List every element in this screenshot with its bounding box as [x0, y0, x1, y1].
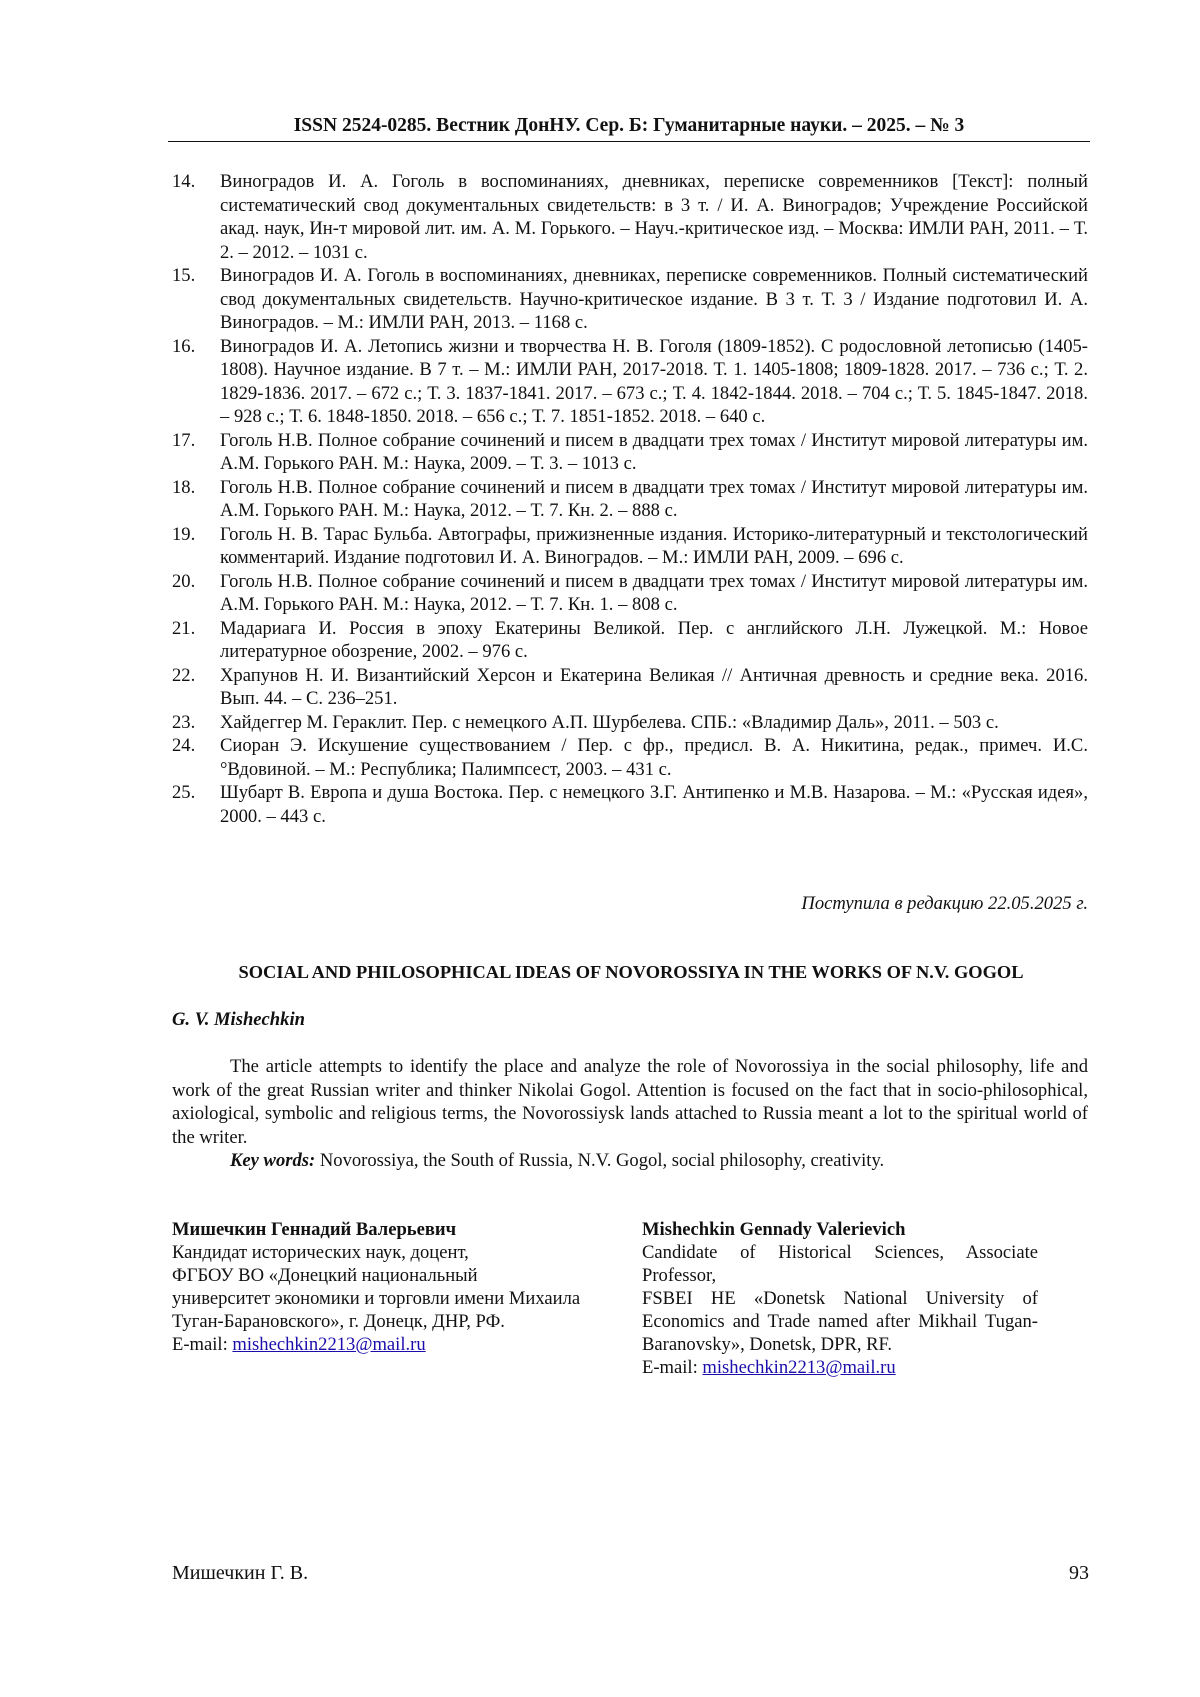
reference-number: 19. — [172, 523, 196, 545]
reference-number: 18. — [172, 476, 196, 498]
received-date-note: Поступила в редакцию 22.05.2025 г. — [801, 893, 1088, 914]
reference-text: Храпунов Н. И. Византийский Херсон и Екатерина Великая // Античная древность и средние века. 2016. Вып. 44. – С. 236–251. — [220, 664, 1088, 709]
author-name-ru: Мишечкин Геннадий Валерьевич — [172, 1219, 457, 1240]
reference-item — [172, 711, 1088, 735]
reference-text: Хайдеггер М. Гераклит. Пер. с немецкого А.П. Шурбелева. СПБ.: «Владимир Даль», 2011. – 503 с. — [220, 711, 999, 733]
author-affiliation-line-ru: университет экономики и торговли имени Михаила — [172, 1288, 581, 1309]
reference-item — [172, 617, 1088, 664]
email-link-en[interactable]: mishechkin2213@mail.ru — [702, 1357, 896, 1378]
reference-text: Виноградов И. А. Летопись жизни и творчества Н. В. Гоголя (1809-1852). С родословной летописью (1405-1808). Научное издание. В 7 т. – М.: ИМЛИ РАН, 2017-2018. Т. 1. 1405-1808; 1809-1828. 2017. – 736 с.; Т. 2. 1829-1836. 2017. – 672 с.; Т. 3. 1837-1841. 2017. – 673 с.; Т. 4. 1842-1844. 2018. – 704 с.; Т. 5. 1845-1847. 2018. – 928 с.; Т. 6. 1848-1850. 2018. – 656 с.; Т. 7. 1851-1852. 2018. – 640 с. — [220, 335, 1088, 427]
reference-text: Виноградов И. А. Гоголь в воспоминаниях, дневниках, переписке современников. Полный систематический свод документальных свидетельств. Научно-критическое издание. В 3 т. Т. 3 / Издание подготовил И. А. Виноградов. – М.: ИМЛИ РАН, 2013. – 1168 с. — [220, 265, 1088, 333]
keywords-line — [230, 1149, 1090, 1173]
reference-item — [172, 335, 1088, 429]
keywords-label: Key words: — [230, 1150, 316, 1171]
reference-item — [172, 781, 1088, 828]
reference-text: Гоголь Н.В. Полное собрание сочинений и писем в двадцати трех томах / Институт мировой литературы им. А.М. Горького РАН. М.: Наука, 2012. – Т. 7. Кн. 1. – 808 с. — [220, 570, 1088, 615]
reference-item — [172, 523, 1088, 570]
reference-number: 20. — [172, 570, 196, 592]
reference-item — [172, 734, 1088, 781]
reference-text: Мадариага И. Россия в эпоху Екатерины Великой. Пер. с английского Л.Н. Лужецкой. М.: Новое литературное обозрение, 2002. – 976 с. — [220, 617, 1088, 662]
english-title: SOCIAL AND PHILOSOPHICAL IDEAS OF NOVOROSSIYA IN THE WORKS OF N.V. GOGOL — [238, 962, 1024, 982]
reference-text: Виноградов И. А. Гоголь в воспоминаниях, дневниках, переписке современников [Текст]: полный систематический свод документальных свидетельств: в 3 т. / И. А. Виноградов; Учреждение Российской акад. наук, Ин-т мировой лит. им. А. М. Горького. – Науч.-критическое изд. – Москва: ИМЛИ РАН, 2011. – Т. 2. – 2012. – 1031 с. — [220, 171, 1088, 263]
reference-number: 25. — [172, 782, 196, 803]
english-abstract: The article attempts to identify the place and analyze the role of Novorossiya in the social philosophy, life and work of the great Russian writer and thinker Nikolai Gogol. Attention is focused on the fact that in socio-philosophical, axiological, symbolic and religious terms, the Novorossiysk lands attached to Russia meant a lot to the spiritual world of the writer. — [172, 1056, 1088, 1148]
page-number: 93 — [1069, 1562, 1089, 1584]
reference-item — [172, 570, 1088, 617]
header-divider — [168, 141, 1090, 142]
author-affiliation-line-ru: Туган-Барановского», г. Донецк, ДНР, РФ. — [172, 1311, 505, 1332]
reference-number: 23. — [172, 711, 196, 733]
author-email-row-ru — [172, 1333, 622, 1356]
email-link-ru[interactable]: mishechkin2213@mail.ru — [232, 1334, 426, 1355]
reference-number: 17. — [172, 429, 196, 451]
author-affiliation-line-ru: ФГБОУ ВО «Донецкий национальный — [172, 1265, 478, 1286]
reference-item — [172, 664, 1088, 711]
author-info-russian — [172, 1218, 622, 1356]
email-label: E-mail: — [172, 1334, 233, 1355]
reference-number: 24. — [172, 735, 196, 756]
reference-text: Гоголь Н.В. Полное собрание сочинений и писем в двадцати трех томах / Институт мировой литературы им. А.М. Горького РАН. М.: Наука, 2009. – Т. 3. – 1013 с. — [220, 429, 1088, 474]
author-info-english — [642, 1218, 1038, 1379]
author-position-en: Candidate of Historical Sciences, Associate Professor, — [642, 1242, 1038, 1286]
author-degree-ru: Кандидат исторических наук, доцент, — [172, 1242, 469, 1263]
author-email-row-en — [642, 1356, 1038, 1379]
reference-number: 21. — [172, 617, 196, 639]
reference-number: 14. — [172, 171, 196, 192]
author-name-en: Mishechkin Gennady Valerievich — [642, 1219, 906, 1240]
reference-item — [172, 170, 1088, 264]
reference-text: Шубарт В. Европа и душа Востока. Пер. с немецкого З.Г. Антипенко и М.В. Назарова. – М.: «Русская идея», 2000. – 443 с. — [220, 782, 1088, 827]
reference-item — [172, 476, 1088, 523]
reference-list — [172, 170, 1088, 828]
reference-number: 16. — [172, 335, 196, 357]
reference-text: Сиоран Э. Искушение существованием / Пер. с фр., предисл. В. А. Никитина, редак., примеч. И.С.°Вдовиной. – М.: Республика; Палимпсест, 2003. – 431 с. — [220, 735, 1088, 780]
author-affiliation-en: FSBEI HE «Donetsk National University of Economics and Trade named after Mikhail Tugan-Baranovsky», Donetsk, DPR, RF. — [642, 1288, 1038, 1355]
reference-item — [172, 429, 1088, 476]
reference-item — [172, 264, 1088, 335]
reference-text: Гоголь Н. В. Тарас Бульба. Автографы, прижизненные издания. Историко-литературный и текстологический комментарий. Издание подготовил И. А. Виноградов. – М.: ИМЛИ РАН, 2009. – 696 с. — [220, 523, 1088, 568]
reference-number: 15. — [172, 265, 196, 286]
footer-author: Мишечкин Г. В. — [172, 1562, 309, 1584]
keywords-text: Novorossiya, the South of Russia, N.V. Gogol, social philosophy, creativity. — [315, 1150, 885, 1171]
running-header: ISSN 2524-0285. Вестник ДонНУ. Сер. Б: Гуманитарные науки. – 2025. – № 3 — [293, 115, 965, 136]
reference-number: 22. — [172, 664, 196, 686]
email-label: E-mail: — [642, 1357, 703, 1378]
english-author: G. V. Mishechkin — [172, 1009, 305, 1030]
reference-text: Гоголь Н.В. Полное собрание сочинений и писем в двадцати трех томах / Институт мировой литературы им. А.М. Горького РАН. М.: Наука, 2012. – Т. 7. Кн. 2. – 888 с. — [220, 476, 1088, 521]
